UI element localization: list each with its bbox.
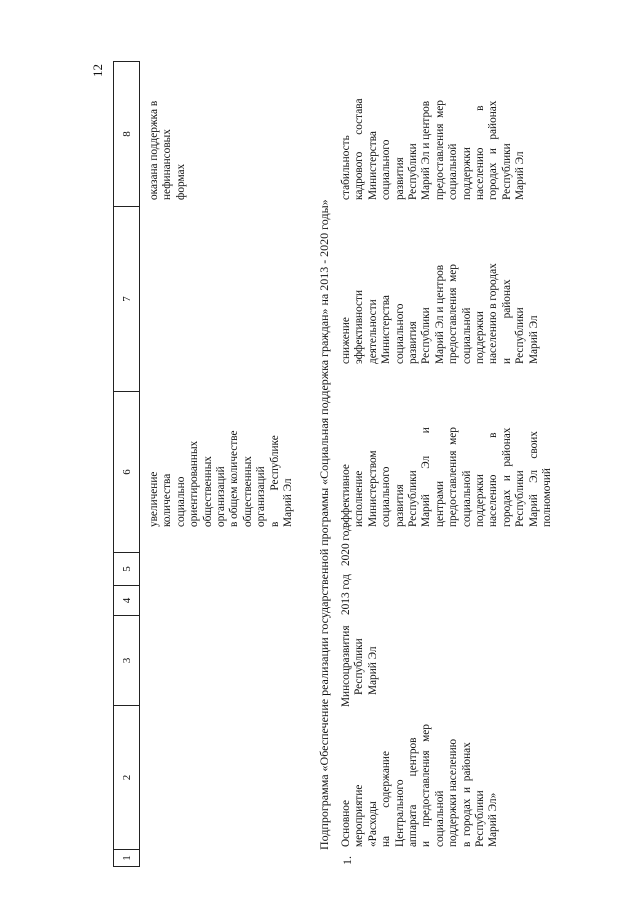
text-line: поддержки xyxy=(474,474,487,527)
text-line: организаций xyxy=(215,466,228,527)
column-header-6: 6 xyxy=(114,392,140,553)
text-line: в общем количестве xyxy=(228,430,241,527)
column-header-5: 5 xyxy=(114,553,140,586)
text-line: развития xyxy=(393,484,406,527)
row-col6-expected-result xyxy=(340,381,555,527)
text-line: населению в xyxy=(474,105,487,200)
text-line: Марий Эл и центров xyxy=(433,264,446,364)
page-number: 12 xyxy=(90,64,105,77)
text-line: социальной xyxy=(433,790,446,847)
row-col8-indicator xyxy=(340,60,528,200)
text-line: поддержки xyxy=(474,311,487,364)
text-line: аппарата центров xyxy=(407,737,420,847)
text-line: социального xyxy=(393,303,406,364)
text-line: общественных xyxy=(201,456,214,527)
text-line: Основное xyxy=(340,799,352,847)
text-line: городах и районах xyxy=(487,100,500,200)
text-line: Марий Эл xyxy=(366,646,379,695)
text-line: социальной xyxy=(460,307,473,364)
text-line: эффективности xyxy=(353,290,366,364)
text-line: предоставления мер xyxy=(433,100,446,200)
text-line: оказана поддержка в xyxy=(148,100,160,200)
text-line: стабильность xyxy=(340,135,352,200)
text-line: Министерством xyxy=(366,450,379,527)
text-line: исполнение xyxy=(353,470,366,527)
text-line: социального xyxy=(380,466,393,527)
text-line: социально xyxy=(174,476,187,527)
text-line: мероприятие xyxy=(353,784,366,847)
text-line: Республики xyxy=(353,638,366,695)
text-line: предоставления мер xyxy=(447,427,460,527)
text-line: на содержание xyxy=(380,751,393,847)
continuation-col8 xyxy=(148,62,188,200)
text-line: социальной xyxy=(447,143,460,200)
text-line: развития xyxy=(393,157,406,200)
text-line: Республики xyxy=(514,470,527,527)
text-line: ориентированных xyxy=(188,440,201,527)
row-col7-consequences xyxy=(340,214,541,364)
text-line: Марий Эл и центров xyxy=(420,100,433,200)
text-line: Марий Эл xyxy=(527,315,540,364)
column-header-7: 7 xyxy=(114,207,140,392)
row-number: 1. xyxy=(340,856,354,865)
text-line: Министерства xyxy=(366,131,379,200)
text-line: Минсоцразвития xyxy=(340,625,352,707)
text-line: полномочий xyxy=(541,468,554,527)
text-line: Марий Эл xyxy=(282,478,295,527)
text-line: развития xyxy=(407,321,420,364)
text-line: в Республике xyxy=(268,435,281,527)
row-col2-event xyxy=(340,709,501,847)
column-header-8: 8 xyxy=(114,62,140,207)
column-header-4: 4 xyxy=(114,586,140,616)
column-header-2: 2 xyxy=(114,706,140,850)
text-line: Марий Эл» xyxy=(487,792,500,847)
row-col4-start-year xyxy=(340,575,353,615)
text-line: Республики xyxy=(500,143,513,200)
column-header-1: 1 xyxy=(114,850,140,867)
text-line: кадрового состава xyxy=(353,98,366,200)
text-line: нефинансовых xyxy=(161,129,174,200)
text-line: количества xyxy=(161,473,174,527)
text-line: предоставления мер xyxy=(447,264,460,364)
text-line: общественных xyxy=(241,456,254,527)
text-line: Марий Эл своих xyxy=(527,431,540,527)
text-line: центрами xyxy=(433,480,446,527)
column-header-3: 3 xyxy=(114,616,140,706)
text-line: населению в городах xyxy=(487,263,500,364)
text-line: «Расходы xyxy=(366,801,379,847)
text-line: населению в xyxy=(487,432,500,527)
text-line: Республики xyxy=(407,143,420,200)
text-line: деятельности xyxy=(366,299,379,364)
text-line: Республики xyxy=(420,307,433,364)
subprogram-title: Подпрограмма «Обеспечение реализации государственной программы «Социальная поддержка граждан» на 2013 - 2020 годы» xyxy=(317,199,331,850)
row-col3-executor xyxy=(340,617,380,707)
text-line: Марий Эл xyxy=(514,151,527,200)
text-line: городах и районах xyxy=(500,427,513,527)
text-line: Марий Эл и xyxy=(420,427,433,527)
text-line: поддержки xyxy=(460,147,473,200)
text-line: Республики xyxy=(474,790,487,847)
text-line: 2013 год xyxy=(340,574,352,615)
text-line: 2020 год xyxy=(340,525,352,566)
text-line: социальной xyxy=(460,470,473,527)
text-line: формах xyxy=(174,163,187,200)
text-line: Министерства xyxy=(380,295,393,364)
text-line: социального xyxy=(380,139,393,200)
continuation-col6 xyxy=(148,381,295,527)
text-line: Центрального xyxy=(393,779,406,847)
text-line: организаций xyxy=(255,466,268,527)
text-line: увеличение xyxy=(148,471,160,527)
text-line: эффективное xyxy=(340,464,352,527)
text-line: Республики xyxy=(514,307,527,364)
text-line: и районах xyxy=(500,279,513,364)
text-line: и предоставления мер xyxy=(420,724,433,847)
text-line: в городах и районах xyxy=(460,742,473,847)
text-line: снижение xyxy=(340,317,352,364)
row-col5-end-year xyxy=(340,526,353,566)
text-line: Республики xyxy=(407,470,420,527)
column-header-row xyxy=(113,61,140,867)
text-line: поддержки населению xyxy=(447,738,460,847)
